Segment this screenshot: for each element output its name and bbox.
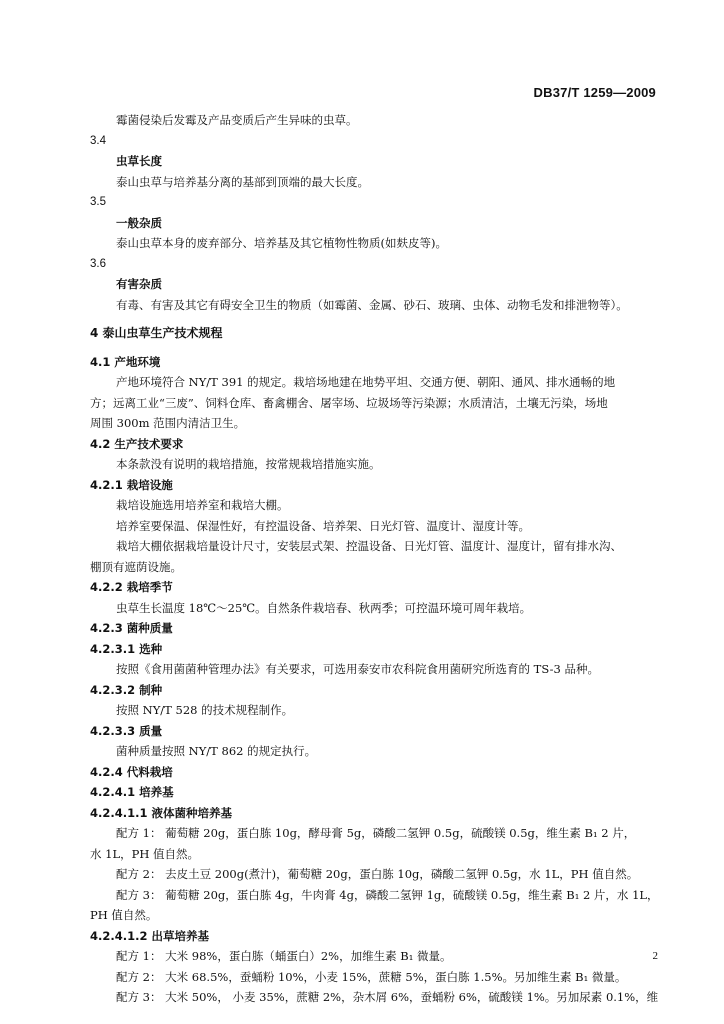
paragraph-line: 按照 NY/T 528 的技术规程制作。	[116, 703, 294, 717]
paragraph-line: 按照《食用菌菌种管理办法》有关要求，可选用泰安市农科院食用菌研究所选育的 TS-3 品种。	[116, 662, 599, 676]
formula-line: 配方 2： 大米 68.5%，蚕蛹粉 10%，小麦 15%，蔗糖 5%，蛋白胨 1.5%。另加维生素 B₁ 微量。	[116, 969, 627, 984]
subsection-heading: 4.2.4.1.2 出草培养基	[90, 928, 209, 943]
paragraph-line: 周围 300m 范围内清洁卫生。	[90, 416, 246, 430]
subsection-heading: 4.2.3.2 制种	[90, 682, 163, 697]
subsection-heading: 4.2.4.1.1 液体菌种培养基	[90, 805, 232, 820]
formula-line: PH 值自然。	[90, 908, 158, 922]
term-title: 一般杂质	[116, 215, 162, 230]
term-definition: 泰山虫草与培养基分离的基部到顶端的最大长度。	[116, 174, 369, 189]
paragraph: 霉菌侵染后发霉及产品变质后产生异味的虫草。	[116, 113, 358, 127]
subsection-heading: 4.2.4 代料栽培	[90, 764, 173, 779]
formula-line: 配方 2： 去皮土豆 200g(煮汁)，葡萄糖 20g，蛋白胨 10g，磷酸二氢钾 0.5g，水 1L，PH 值自然。	[116, 867, 639, 881]
paragraph-line: 培养室要保温、保湿性好，有控温设备、培养架、日光灯管、温度计、湿度计等。	[116, 518, 530, 533]
subsection-heading: 4.2.3.3 质量	[90, 723, 163, 738]
clause-number: 3.5	[90, 196, 106, 208]
paragraph-line: 菌种质量按照 NY/T 862 的规定执行。	[116, 744, 317, 758]
standard-code: DB37/T 1259—2009	[533, 85, 656, 100]
subsection-heading: 4.2.4.1 培养基	[90, 785, 174, 799]
formula-line: 配方 3： 葡萄糖 20g，蛋白胨 4g，牛肉膏 4g，磷酸二氢钾 1g，硫酸镁 0.5g，维生素 B₁ 2 片，水 1L，	[116, 887, 659, 902]
formula-line: 水 1L，PH 值自然。	[90, 846, 200, 861]
page-content	[90, 110, 658, 1008]
formula-line: 配方 3： 大米 50%， 小麦 35%，蔗糖 2%，杂木屑 6%，蚕蛹粉 6%，硫酸镁 1%。另加尿素 0.1%，维	[116, 990, 659, 1004]
subsection-heading: 4.2.2 栽培季节	[90, 580, 173, 594]
paragraph-line: 产地环境符合 NY/T 391 的规定。栽培场地建在地势平坦、交通方便、朝阳、通风、排水通畅的地	[116, 375, 616, 389]
subsection-heading: 4.2.3 菌种质量	[90, 621, 173, 635]
page-number: 2	[652, 950, 658, 962]
term-title: 有害杂质	[116, 277, 162, 291]
paragraph-line: 棚顶有遮荫设施。	[90, 559, 182, 574]
paragraph-line: 栽培设施选用培养室和栽培大棚。	[116, 498, 289, 512]
paragraph-line: 方；远离工业“三废”、饲料仓库、畜禽棚舍、屠宰场、垃圾场等污染源；水质清洁，土壤无污染，场地	[90, 395, 608, 410]
subsection-heading: 4.1 产地环境	[90, 354, 161, 369]
paragraph-line: 虫草生长温度 18℃～25℃。自然条件栽培春、秋两季；可控温环境可周年栽培。	[116, 600, 532, 615]
section-heading: 4 泰山虫草生产技术规程	[90, 326, 223, 340]
subsection-heading: 4.2 生产技术要求	[90, 436, 184, 451]
formula-line: 配方 1： 葡萄糖 20g，蛋白胨 10g，酵母膏 5g，磷酸二氢钾 0.5g，硫酸镁 0.5g，维生素 B₁ 2 片，	[116, 826, 636, 840]
term-definition: 有毒、有害及其它有碍安全卫生的物质（如霉菌、金属、砂石、玻璃、虫体、动物毛发和排泄物等）。	[116, 297, 628, 312]
subsection-heading: 4.2.3.1 选种	[90, 641, 163, 656]
clause-number: 3.6	[90, 257, 106, 270]
paragraph-line: 本条款没有说明的栽培措施，按常规栽培措施实施。	[116, 457, 381, 471]
subsection-heading: 4.2.1 栽培设施	[90, 477, 173, 492]
clause-number: 3.4	[90, 134, 106, 147]
paragraph-line: 栽培大棚依据栽培量设计尺寸，安装层式架、控温设备、日光灯管、温度计、湿度计，留有排水沟、	[116, 539, 622, 553]
term-definition: 泰山虫草本身的废弃部分、培养基及其它植物性物质(如麸皮等)。	[116, 236, 447, 250]
term-title: 虫草长度	[116, 154, 162, 168]
formula-line: 配方 1： 大米 98%，蛋白胨（蛹蛋白）2%，加维生素 B₁ 微量。	[116, 949, 452, 963]
